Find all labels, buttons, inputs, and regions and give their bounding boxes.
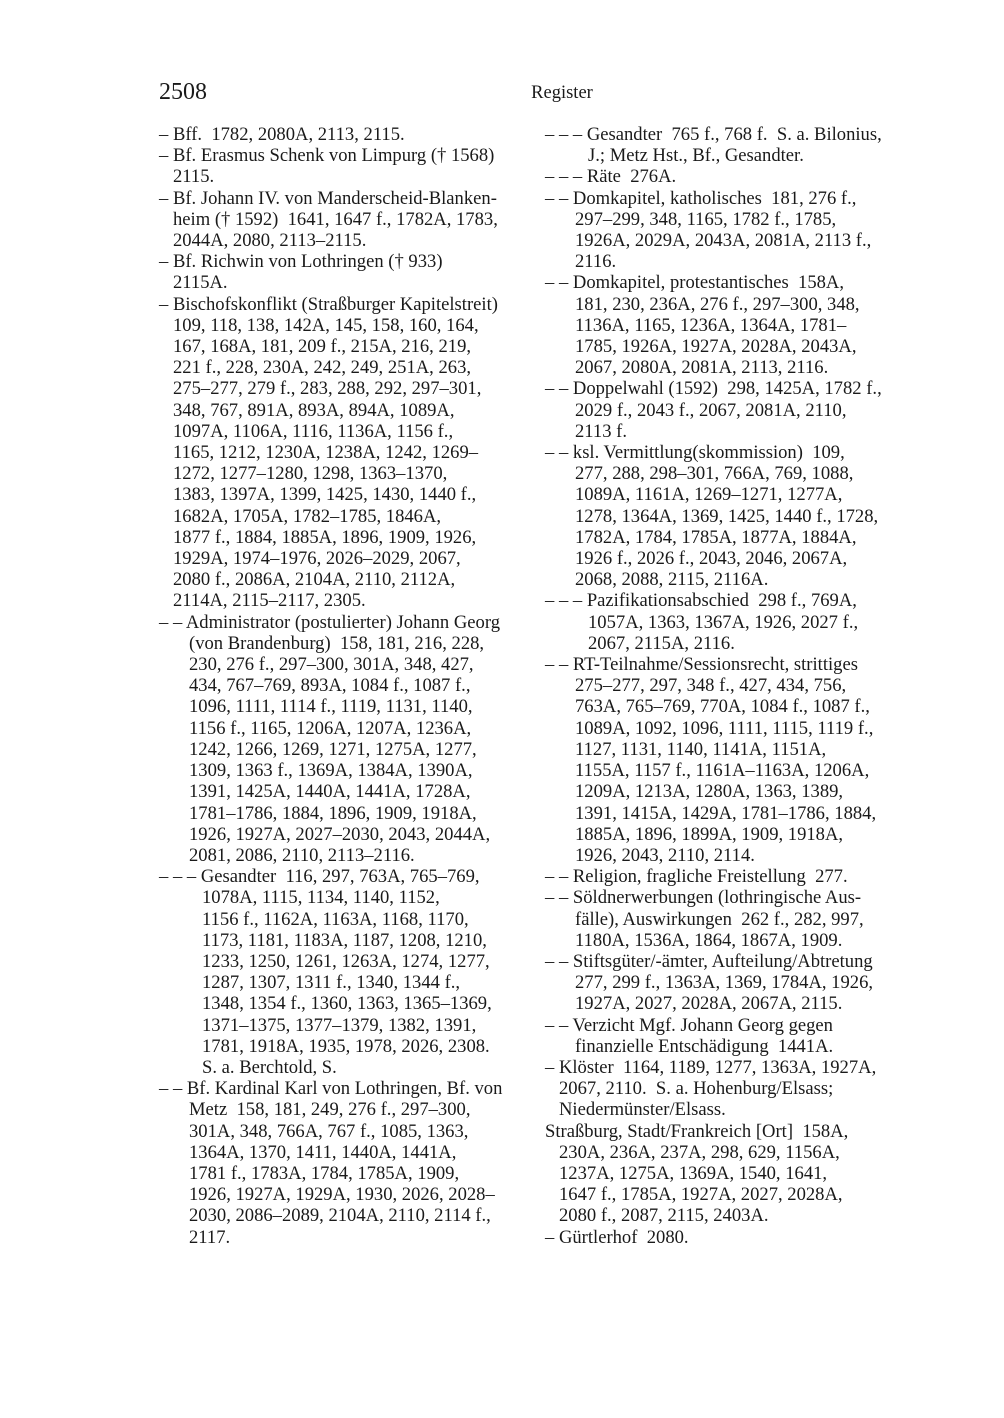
index-entry-continuation: 277, 299 f., 1363A, 1369, 1784A, 1926,	[575, 972, 874, 994]
index-entry	[159, 1078, 531, 1248]
index-entry-continuation: 1165, 1212, 1230A, 1238A, 1242, 1269–	[173, 442, 479, 464]
index-entry-continuation: 763A, 765–769, 770A, 1084 f., 1087 f.,	[575, 696, 870, 718]
index-entry-continuation: 275–277, 279 f., 283, 288, 292, 297–301,	[173, 378, 482, 400]
index-entry-continuation: 2116.	[575, 251, 617, 273]
index-entry-heading: – – – Gesandter 765 f., 768 f. S. a. Bilonius,	[545, 124, 882, 145]
index-entry-continuation: S. a. Berchtold, S.	[202, 1056, 337, 1078]
index-entry-continuation: 1364A, 1370, 1411, 1440A, 1441A,	[189, 1141, 457, 1163]
running-head: Register	[531, 83, 593, 103]
index-entry-continuation: 181, 230, 236A, 276 f., 297–300, 348,	[575, 293, 860, 315]
index-entry-heading: – – ksl. Vermittlung(skommission) 109,	[545, 442, 845, 464]
index-entry-continuation: 230A, 236A, 237A, 298, 629, 1156A,	[559, 1141, 840, 1163]
page-number: 2508	[159, 79, 207, 105]
index-entry-heading: – – – Gesandter 116, 297, 763A, 765–769,	[159, 866, 480, 888]
index-entry	[159, 866, 531, 1078]
index-entry-continuation: 1057A, 1363, 1367A, 1926, 2027 f.,	[588, 611, 859, 633]
index-entry-continuation: finanzielle Entschädigung 1441A.	[575, 1035, 834, 1057]
index-entry-continuation: 1272, 1277–1280, 1298, 1363–1370,	[173, 463, 448, 485]
index-entry-heading: – – Söldnerwerbungen (lothringische Aus-	[545, 887, 862, 909]
index-entry	[159, 294, 531, 612]
index-entry-continuation: 1309, 1363 f., 1369A, 1384A, 1390A,	[189, 760, 473, 782]
index-entry-continuation: 275–277, 297, 348 f., 427, 434, 756,	[575, 675, 847, 697]
index-entry-heading: – – RT-Teilnahme/Sessionsrecht, strittiges	[545, 654, 858, 676]
index-entry	[545, 124, 917, 166]
index-entry	[159, 612, 531, 866]
index-entry-continuation: 1127, 1131, 1140, 1141A, 1151A,	[575, 738, 827, 760]
index-entry	[545, 188, 917, 273]
index-entry	[159, 251, 531, 293]
index-entry-heading: – – Bf. Kardinal Karl von Lothringen, Bf. von	[159, 1078, 503, 1100]
index-entry-continuation: 1089A, 1161A, 1269–1271, 1277A,	[575, 484, 843, 506]
index-entry-continuation: heim († 1592) 1641, 1647 f., 1782A, 1783,	[173, 208, 498, 230]
index-entry-continuation: 2067, 2080A, 2081A, 2113, 2116.	[575, 357, 829, 379]
index-entry-continuation: 2067, 2115A, 2116.	[588, 632, 735, 654]
index-entry	[159, 145, 531, 187]
index-entry-continuation: 1877 f., 1884, 1885A, 1896, 1909, 1926,	[173, 526, 477, 548]
index-entry-continuation: 109, 118, 138, 142A, 145, 158, 160, 164,	[173, 314, 479, 336]
index-entry-heading: – Bischofskonflikt (Straßburger Kapitelstreit)	[159, 293, 498, 315]
index-entry-heading: – – Administrator (postulierter) Johann Georg	[159, 611, 500, 633]
index-entry-heading: – Bf. Johann IV. von Manderscheid-Blanken-	[159, 187, 497, 209]
index-entry-continuation: 1929A, 1974–1976, 2026–2029, 2067,	[173, 548, 461, 570]
index-entry-continuation: 1156 f., 1165, 1206A, 1207A, 1236A,	[189, 717, 472, 739]
index-entry-continuation: 2117.	[189, 1226, 231, 1248]
index-column-right	[545, 124, 917, 1248]
index-entry-continuation: 1097A, 1106A, 1116, 1136A, 1156 f.,	[173, 420, 454, 442]
index-entry-continuation: 277, 288, 298–301, 766A, 769, 1088,	[575, 463, 854, 485]
index-entry-continuation: 2044A, 2080, 2113–2115.	[173, 230, 367, 252]
index-entry-heading: Straßburg, Stadt/Frankreich [Ort] 158A,	[545, 1120, 849, 1142]
index-entry-continuation: 1078A, 1115, 1134, 1140, 1152,	[202, 887, 440, 909]
index-entry-continuation: 1233, 1250, 1261, 1263A, 1274, 1277,	[202, 950, 490, 972]
index-entry-continuation: 1782A, 1784, 1785A, 1877A, 1884A,	[575, 526, 857, 548]
index-entry-continuation: 1209A, 1213A, 1280A, 1363, 1389,	[575, 781, 844, 803]
index-entry-continuation: 221 f., 228, 230A, 242, 249, 251A, 263,	[173, 357, 472, 379]
index-entry-heading: – – Verzicht Mgf. Johann Georg gegen	[545, 1014, 833, 1036]
index-entry-continuation: 434, 767–769, 893A, 1084 f., 1087 f.,	[189, 675, 471, 697]
index-entry	[545, 654, 917, 866]
index-entry-continuation: 2115.	[173, 166, 215, 188]
index-entry-continuation: 230, 276 f., 297–300, 301A, 348, 427,	[189, 654, 474, 676]
index-entry-continuation: 167, 168A, 181, 209 f., 215A, 216, 219,	[173, 336, 472, 358]
index-entry-continuation: 2080 f., 2087, 2115, 2403A.	[559, 1205, 769, 1227]
index-entry-continuation: fälle), Auswirkungen 262 f., 282, 997,	[575, 908, 864, 930]
index-entry-continuation: 301A, 348, 766A, 767 f., 1085, 1363,	[189, 1120, 469, 1142]
index-entry-continuation: 297–299, 348, 1165, 1782 f., 1785,	[575, 208, 837, 230]
index-entry-continuation: 1682A, 1705A, 1782–1785, 1846A,	[173, 505, 442, 527]
index-entry-continuation: 1383, 1397A, 1399, 1425, 1430, 1440 f.,	[173, 484, 477, 506]
index-entry	[545, 1121, 917, 1227]
index-entry-continuation: 1096, 1111, 1114 f., 1119, 1131, 1140,	[189, 696, 473, 718]
index-entry-continuation: 1781, 1918A, 1935, 1978, 2026, 2308.	[202, 1035, 490, 1057]
index-entry-continuation: 2115A.	[173, 272, 228, 294]
index-entry-continuation: 1781 f., 1783A, 1784, 1785A, 1909,	[189, 1162, 460, 1184]
index-entry-continuation: 2029 f., 2043 f., 2067, 2081A, 2110,	[575, 399, 847, 421]
index-entry-heading: – – Religion, fragliche Freistellung 277.	[545, 866, 848, 888]
index-entry-continuation: 2030, 2086–2089, 2104A, 2110, 2114 f.,	[189, 1205, 491, 1227]
index-entry	[545, 866, 917, 887]
index-entry-heading: – Bf. Erasmus Schenk von Limpurg († 1568)	[159, 145, 495, 167]
index-entry-continuation: 1173, 1181, 1183A, 1187, 1208, 1210,	[202, 929, 487, 951]
index-entry	[545, 1227, 917, 1248]
index-entry-continuation: 1926, 1927A, 1929A, 1930, 2026, 2028–	[189, 1184, 495, 1206]
index-entry	[545, 887, 917, 951]
index-entry-continuation: (von Brandenburg) 158, 181, 216, 228,	[189, 632, 485, 654]
index-entry-heading: – – Doppelwahl (1592) 298, 1425A, 1782 f.,	[545, 378, 882, 400]
index-entry-continuation: 1781–1786, 1884, 1896, 1909, 1918A,	[189, 802, 477, 824]
index-entry-continuation: 2067, 2110. S. a. Hohenburg/Elsass;	[559, 1078, 834, 1100]
index-entry-heading: – – – Räte 276A.	[545, 166, 677, 188]
index-entry-continuation: 1136A, 1165, 1236A, 1364A, 1781–	[575, 314, 847, 336]
index-entry-continuation: 1180A, 1536A, 1864, 1867A, 1909.	[575, 929, 843, 951]
index-column-left	[159, 124, 531, 1248]
index-entry-continuation: Niedermünster/Elsass.	[559, 1099, 726, 1121]
index-entry	[545, 378, 917, 442]
index-entry	[545, 272, 917, 378]
index-entry-continuation: 2081, 2086, 2110, 2113–2116.	[189, 844, 415, 866]
index-entry-continuation: 1785, 1926A, 1927A, 2028A, 2043A,	[575, 336, 857, 358]
index-entry-continuation: 348, 767, 891A, 893A, 894A, 1089A,	[173, 399, 455, 421]
index-entry-continuation: 1348, 1354 f., 1360, 1363, 1365–1369,	[202, 993, 492, 1015]
index-entry-continuation: 1237A, 1275A, 1369A, 1540, 1641,	[559, 1162, 828, 1184]
index-entry-continuation: 1927A, 2027, 2028A, 2067A, 2115.	[575, 993, 843, 1015]
index-entry-heading: – Bff. 1782, 2080A, 2113, 2115.	[159, 124, 405, 145]
index-entry	[545, 951, 917, 1015]
index-entry-continuation: 1155A, 1157 f., 1161A–1163A, 1206A,	[575, 760, 870, 782]
index-entry	[545, 590, 917, 654]
index-entry-heading: – Gürtlerhof 2080.	[545, 1226, 689, 1248]
index-entry-continuation: 1391, 1425A, 1440A, 1441A, 1728A,	[189, 781, 471, 803]
index-entry-continuation: 1647 f., 1785A, 1927A, 2027, 2028A,	[559, 1184, 843, 1206]
index-entry-continuation: 1885A, 1896, 1899A, 1909, 1918A,	[575, 823, 844, 845]
index-entry-heading: – – Domkapitel, protestantisches 158A,	[545, 272, 844, 294]
index-entry-continuation: 1278, 1364A, 1369, 1425, 1440 f., 1728,	[575, 505, 879, 527]
index-entry-continuation: 1287, 1307, 1311 f., 1340, 1344 f.,	[202, 972, 461, 994]
index-entry	[545, 1057, 917, 1121]
index-entry-continuation: 1242, 1266, 1269, 1271, 1275A, 1277,	[189, 738, 477, 760]
index-entry-heading: – – Domkapitel, katholisches 181, 276 f.,	[545, 187, 857, 209]
index-entry-continuation: 1926, 2043, 2110, 2114.	[575, 844, 755, 866]
index-entry-continuation: 1371–1375, 1377–1379, 1382, 1391,	[202, 1014, 477, 1036]
index-entry-heading: – Bf. Richwin von Lothringen († 933)	[159, 251, 443, 273]
index-entry-continuation: 1926A, 2029A, 2043A, 2081A, 2113 f.,	[575, 230, 872, 252]
index-entry-continuation: 1391, 1415A, 1429A, 1781–1786, 1884,	[575, 802, 877, 824]
index-entry	[159, 188, 531, 252]
index-entry-continuation: Metz 158, 181, 249, 276 f., 297–300,	[189, 1099, 471, 1121]
index-entry-heading: – – – Pazifikationsabschied 298 f., 769A,	[545, 590, 857, 612]
index-entry-continuation: J.; Metz Hst., Bf., Gesandter.	[588, 145, 804, 167]
index-entry-heading: – – Stiftsgüter/-ämter, Aufteilung/Abtretung	[545, 950, 873, 972]
index-entry-continuation: 1926 f., 2026 f., 2043, 2046, 2067A,	[575, 548, 848, 570]
index-entry-heading: – Klöster 1164, 1189, 1277, 1363A, 1927A,	[545, 1056, 877, 1078]
index-entry	[159, 124, 531, 145]
index-entry	[545, 1015, 917, 1057]
index-entry-continuation: 2080 f., 2086A, 2104A, 2110, 2112A,	[173, 569, 456, 591]
index-entry-continuation: 1156 f., 1162A, 1163A, 1168, 1170,	[202, 908, 469, 930]
index-entry-continuation: 1926, 1927A, 2027–2030, 2043, 2044A,	[189, 823, 491, 845]
index-entry	[545, 442, 917, 590]
index-entry-continuation: 2114A, 2115–2117, 2305.	[173, 590, 366, 612]
index-entry-continuation: 2113 f.	[575, 420, 627, 442]
index-entry-continuation: 2068, 2088, 2115, 2116A.	[575, 569, 769, 591]
index-entry-continuation: 1089A, 1092, 1096, 1111, 1115, 1119 f.,	[575, 717, 874, 739]
index-entry	[545, 166, 917, 187]
